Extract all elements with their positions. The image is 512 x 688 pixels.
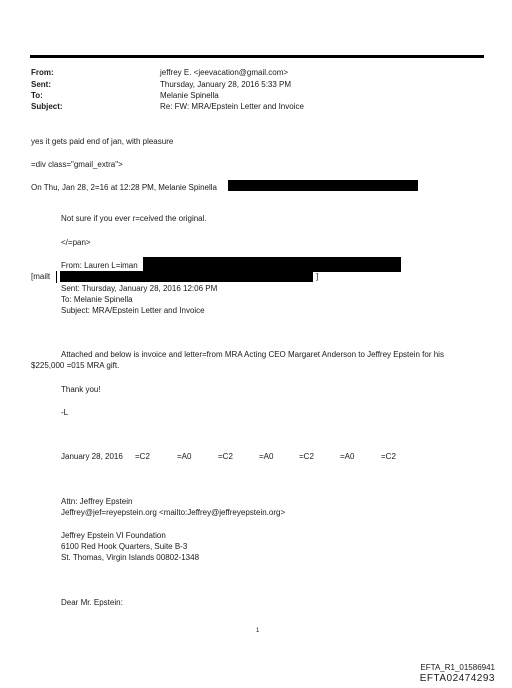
code-cell: =A0 — [340, 452, 355, 461]
sent-label: Sent: — [31, 80, 51, 89]
to-value: Melanie Spinella — [160, 91, 219, 100]
code-cell: =A0 — [259, 452, 274, 461]
page-number: 1 — [256, 628, 260, 634]
code-cell: =C2 — [299, 452, 314, 461]
pan-line: </=pan> — [61, 238, 91, 247]
sent-value: Thursday, January 28, 2016 5:33 PM — [160, 80, 292, 89]
attached-line-1: Attached and below is invoice and letter=from MRA Acting CEO Margaret Anderson to Jeffrey Epstein for his — [61, 350, 444, 359]
fwd-sent: Sent: Thursday, January 28, 2016 12:06 PM — [61, 284, 218, 293]
subject-label: Subject: — [31, 102, 63, 111]
thank-you: Thank you! — [61, 385, 101, 394]
address-line-3: St. Thomas, Virgin Islands 00802-1348 — [61, 553, 200, 562]
redaction-bar — [143, 257, 401, 272]
from-label: From: — [31, 68, 54, 77]
bracket-close: ] — [316, 272, 319, 281]
bates-stamp-2: EFTA02474293 — [419, 673, 495, 684]
bates-stamp-1: EFTA_R1_01586941 — [420, 663, 495, 672]
reply-text: yes it gets paid end of jan, with pleasure — [31, 137, 174, 146]
attn-email: Jeffrey@jef=reyepstein.org <mailto:Jeffrey@jeffreyepstein.org> — [61, 508, 286, 517]
div-line: =div class="gmail_extra"> — [31, 160, 123, 169]
not-sure-text: Not sure if you ever r=ceived the original. — [61, 214, 207, 223]
margin-bar — [56, 271, 57, 283]
address-line-2: 6100 Red Hook Quarters, Suite B-3 — [61, 542, 188, 551]
attn-line: Attn: Jeffrey Epstein — [61, 497, 133, 506]
date-cell: January 28, 2016 — [61, 452, 123, 461]
redaction-bar — [228, 180, 418, 191]
from-value: jeffrey E. <jeevacation@gmail.com> — [160, 68, 289, 77]
mailto-fragment: [mailt — [31, 272, 51, 281]
code-cell: =C2 — [218, 452, 233, 461]
fwd-subject: Subject: MRA/Epstein Letter and Invoice — [61, 306, 205, 315]
code-cell: =A0 — [177, 452, 192, 461]
subject-value: Re: FW: MRA/Epstein Letter and Invoice — [160, 102, 304, 111]
signature: -L — [61, 408, 69, 417]
attached-line-2: $225,000 =015 MRA gift. — [31, 361, 120, 370]
salutation: Dear Mr. Epstein: — [61, 598, 123, 607]
address-line-1: Jeffrey Epstein VI Foundation — [61, 531, 166, 540]
on-thu-line: On Thu, Jan 28, 2=16 at 12:28 PM, Melanie Spinella — [31, 183, 217, 192]
to-label: To: — [31, 91, 43, 100]
code-cell: =C2 — [381, 452, 396, 461]
header-rule — [30, 55, 484, 58]
redaction-bar — [60, 271, 313, 282]
code-cell: =C2 — [135, 452, 150, 461]
fwd-to: To: Melanie Spinella — [61, 295, 133, 304]
from-lauren: From: Lauren L=iman — [61, 261, 138, 270]
